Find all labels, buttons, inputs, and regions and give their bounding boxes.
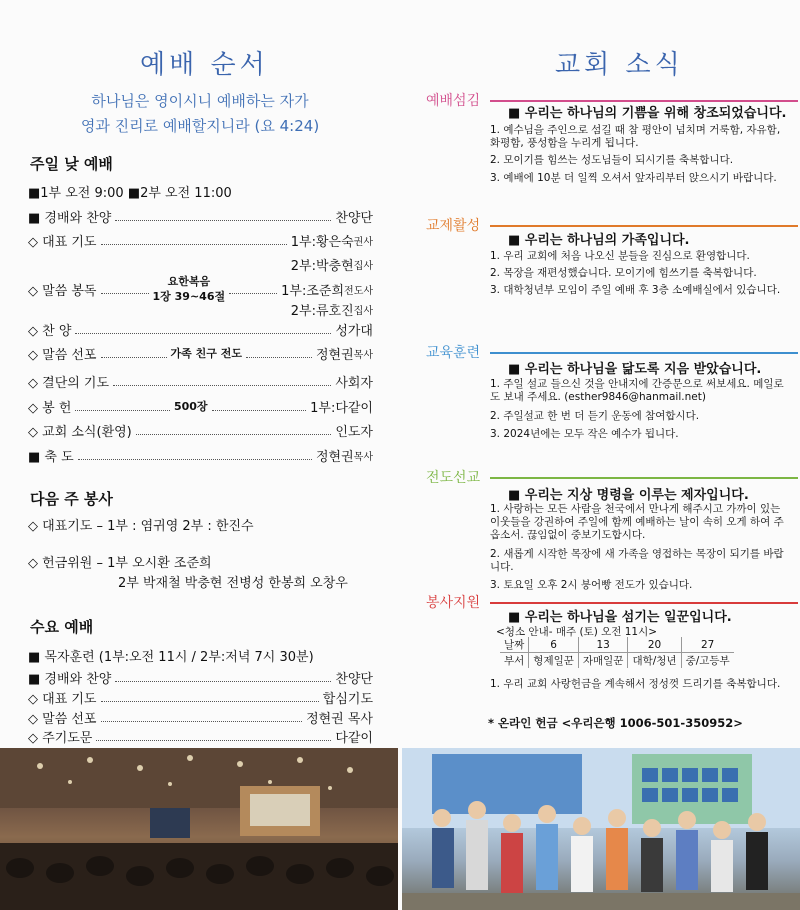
wednesday-worship-heading: 수요 예배 [30,618,94,636]
online-offering-info: * 온라인 헌금 <우리은행 1006-501-350952> [488,716,743,730]
scripture-reference: 요한복음 1장 39~46절 [152,275,226,303]
table-cell: 자매일꾼 [578,653,628,669]
news-item: 1. 사랑하는 모든 사람을 천국에서 만나게 해주시고 가까이 있는 이웃들을 강권하여 주일에 함께 예배하는 날이 속히 오게 하여 주옵소서. 끊임없이 중보기도합시다. [490,503,784,541]
cleaning-schedule-table [500,637,734,668]
order-value: 1부:황은숙 [290,234,354,250]
news-section [400,467,800,597]
order-value: 정현권 [315,347,354,363]
news-section [400,342,800,452]
order-title: 목사 [353,451,373,463]
news-item: 2. 주일설교 한 번 더 듣기 운동에 참여합시다. [490,410,700,422]
order-label: ◇ 찬 양 [28,323,72,339]
news-item: 3. 2024년에는 모두 작은 예수가 됩니다. [490,428,679,440]
order-row [28,207,373,225]
order-label: ◇ 주기도문 [28,730,93,746]
order-row [28,708,373,726]
next-week-offering-2: 2부 박재철 박충현 전병성 한봉희 오창우 [118,576,348,591]
order-row [28,688,373,706]
order-row [28,372,373,390]
order-title: 집사 [353,260,373,272]
table-cell: 날짜 [500,637,529,653]
order-value: 인도자 [335,424,373,440]
section-headline: ■ 우리는 하나님을 닮도록 지음 받았습니다. [508,362,762,377]
order-label: ■ 경배와 찬양 [28,671,112,687]
order-title: 목사 [353,349,373,361]
section-tag: 봉사지원 [426,595,481,611]
order-value: 2부:박충현 [290,258,354,274]
sanctuary-photo [0,748,398,910]
section-headline: ■ 우리는 하나님의 기쁨을 위해 창조되었습니다. [508,106,787,121]
sunday-times: ■1부 오전 9:00 ■2부 오전 11:00 [28,186,232,201]
order-value: 정현권 목사 [306,711,373,727]
order-label: ◇ 결단의 기도 [28,375,110,391]
order-row [28,397,373,415]
order-label: ■ 축 도 [28,449,74,465]
section-tag: 교육훈련 [426,345,481,361]
table-cell: 대학/청년 [628,653,681,669]
table-cell: 부서 [504,655,525,667]
order-label: ◇ 교회 소식(환영) [28,424,132,440]
order-value: 1부:조준희 [281,283,345,299]
order-row [28,231,373,249]
order-value: 찬양단 [335,210,373,226]
order-value: 2부:류호진 [290,303,354,319]
section-rule [490,352,798,354]
shepherd-training: ■ 목자훈련 (1부:오전 11시 / 2부:저녁 7시 30분) [28,650,314,665]
order-label: ◇ 대표 기도 [28,234,97,250]
section-tag: 교제활성 [426,218,481,234]
order-title: 전도사 [344,285,374,297]
news-item: 1. 예수님을 주인으로 섬길 때 참 평안이 넘치며 거룩함, 자유함, 화평함, 풍성함을 누리게 됩니다. [490,124,781,149]
order-row [28,446,373,464]
section-rule [490,477,798,479]
order-row [28,727,373,745]
order-label: ◇ 말씀 선포 [28,347,97,363]
section-rule [490,225,798,227]
order-row [28,320,373,338]
children-group-photo [402,748,800,910]
news-item: 3. 토요일 오후 2시 붕어빵 전도가 있습니다. [490,579,693,591]
order-title: 권사 [353,236,373,248]
news-item: 2. 새롭게 시작한 목장에 새 가족을 영접하는 목장이 되기를 바랍니다. [490,548,784,573]
table-cell: 6 [529,637,579,653]
order-label: ◇ 봉 헌 [28,400,72,416]
sanctuary-illustration [0,748,398,910]
order-row [28,255,373,273]
order-label: ◇ 말씀 선포 [28,711,97,727]
table-row [500,653,734,669]
cleaning-schedule-title: <청소 안내- 매주 (토) 오전 11시> [496,626,658,638]
next-week-heading: 다음 주 봉사 [30,490,113,508]
order-row [28,344,373,362]
church-news-column [400,0,800,745]
order-value: 사회자 [335,375,373,391]
news-section [400,215,800,315]
news-item: 1. 주일 설교 들으신 것을 안내지에 간증문으로 써보세요. 메일로도 보내 주세요. (esther9846@hanmail.net) [490,378,784,403]
sermon-title: 가족 친구 전도 [170,347,242,360]
verse-line-2: 영과 진리로 예배할지니라 (요 4:24) [80,117,320,135]
order-row [28,300,373,318]
news-section [400,90,800,210]
news-item: 3. 예배에 10분 더 일찍 오셔서 앞자리부터 앉으시기 바랍니다. [490,172,777,184]
worship-order-title: 예배 순서 [140,50,269,80]
order-value: 찬양단 [335,671,373,687]
church-news-title: 교회 소식 [555,50,684,80]
section-rule [490,602,798,604]
section-headline: ■ 우리는 하나님을 섬기는 일꾼입니다. [508,610,732,625]
table-cell: 중/고등부 [681,653,734,669]
table-cell: 형제일꾼 [529,653,579,669]
order-value: 합심기도 [322,691,373,707]
news-item: 2. 목장을 재편성했습니다. 모이기에 힘쓰기를 축복합니다. [490,267,757,279]
table-cell: 27 [681,637,734,653]
table-cell: 20 [628,637,681,653]
order-label: ◇ 대표 기도 [28,691,97,707]
order-value: 성가대 [335,323,373,339]
section-tag: 전도선교 [426,470,481,486]
worship-order-column [0,0,400,745]
order-value: 다같이 [335,730,373,746]
section-headline: ■ 우리는 하나님의 가족입니다. [508,233,690,248]
order-row [28,421,373,439]
news-item: 2. 모이기를 힘쓰는 성도님들이 되시기를 축복합니다. [490,154,734,166]
verse-line-1: 하나님은 영이시니 예배하는 자가 [91,92,309,110]
news-item: 3. 대학청년부 모임이 주일 예배 후 3층 소예배실에서 있습니다. [490,284,781,296]
table-row [500,637,734,653]
next-week-offering-1: ◇ 헌금위원 – 1부 오시환 조준희 [28,556,212,571]
order-label: ■ 경배와 찬양 [28,210,112,226]
news-item: 1. 우리 교회 사랑헌금을 계속해서 정성껏 드리기를 축복합니다. [490,678,781,690]
table-cell: 13 [578,637,628,653]
sunday-worship-heading: 주일 낮 예배 [30,155,113,173]
hymn-number: 500장 [173,400,208,413]
order-label: ◇ 말씀 봉독 [28,283,97,299]
section-tag: 예배섬김 [426,93,481,109]
next-week-prayer: ◇ 대표기도 – 1부 : 염귀영 2부 : 한진수 [28,519,254,534]
order-value: 1부:다같이 [310,400,373,416]
news-item: 1. 우리 교회에 처음 나오신 분들을 진심으로 환영합니다. [490,250,750,262]
children-illustration [402,748,800,910]
section-headline: ■ 우리는 지상 명령을 이루는 제자입니다. [508,488,749,503]
order-row [28,668,373,686]
order-value: 정현권 [315,449,354,465]
order-title: 집사 [353,305,373,317]
